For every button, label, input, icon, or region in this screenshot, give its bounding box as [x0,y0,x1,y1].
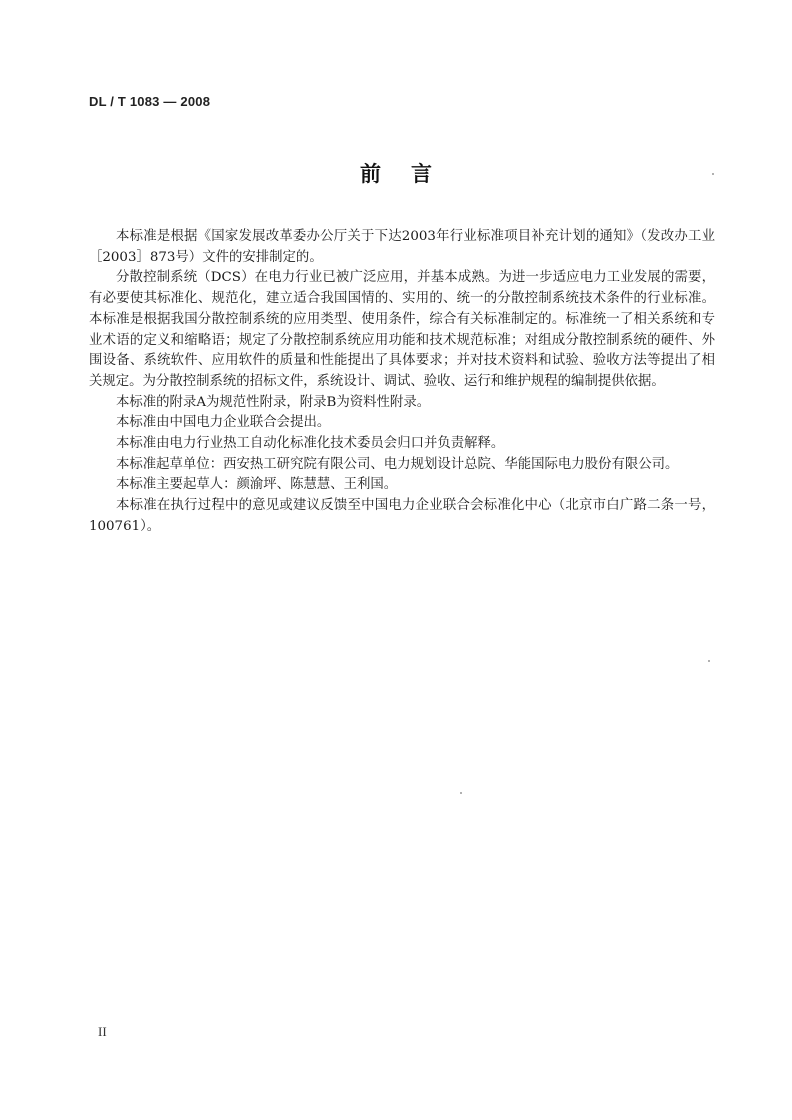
scan-speck [712,173,714,175]
paragraph-proposer: 本标准由中国电力企业联合会提出。 [116,415,331,431]
standard-number: DL / T 1083 — 2008 [89,94,211,109]
preface-body [89,227,715,538]
scan-speck [708,660,710,662]
page-title: 前言 [360,162,462,186]
scan-speck [460,792,462,794]
paragraph-appendix: 本标准的附录A为规范性附录，附录B为资料性附录。 [116,394,431,410]
paragraph-feedback: 本标准在执行过程中的意见或建议反馈至中国电力企业联合会标准化中心（北京市白广路二条一号，100761）。 [89,498,715,534]
paragraph-basis: 本标准是根据《国家发展改革委办公厅关于下达2003年行业标准项目补充计划的通知》（发改办工业［2003］873号）文件的安排制定的。 [89,229,715,265]
paragraph-background: 分散控制系统（DCS）在电力行业已被广泛应用，并基本成熟。为进一步适应电力工业发展的需要，有必要使其标准化、规范化，建立适合我国国情的、实用的、统一的分散控制系统技术条件的行业标准。本标准是根据我国分散控制系统的应用类型、使用条件，综合有关标准制定的。标准统一了相关系统和专业术语的定义和缩略语；规定了分散控制系统应用功能和技术规范标准；对组成分散控制系统的硬件、外围设备、系统软件、应用软件的质量和性能提出了具体要求；并对技术资料和试验、验收方法等提出了相关规定。为分散控制系统的招标文件，系统设计、调试、验收、运行和维护规程的编制提供依据。 [89,270,715,389]
page-number: II [98,1024,107,1039]
paragraph-interpretation: 本标准由电力行业热工自动化标准化技术委员会归口并负责解释。 [116,436,505,452]
paragraph-drafting-units: 本标准起草单位：西安热工研究院有限公司、电力规划设计总院、华能国际电力股份有限公司。 [116,456,679,472]
paragraph-drafters: 本标准主要起草人：颜渝坪、陈慧慧、王利国。 [116,477,398,493]
